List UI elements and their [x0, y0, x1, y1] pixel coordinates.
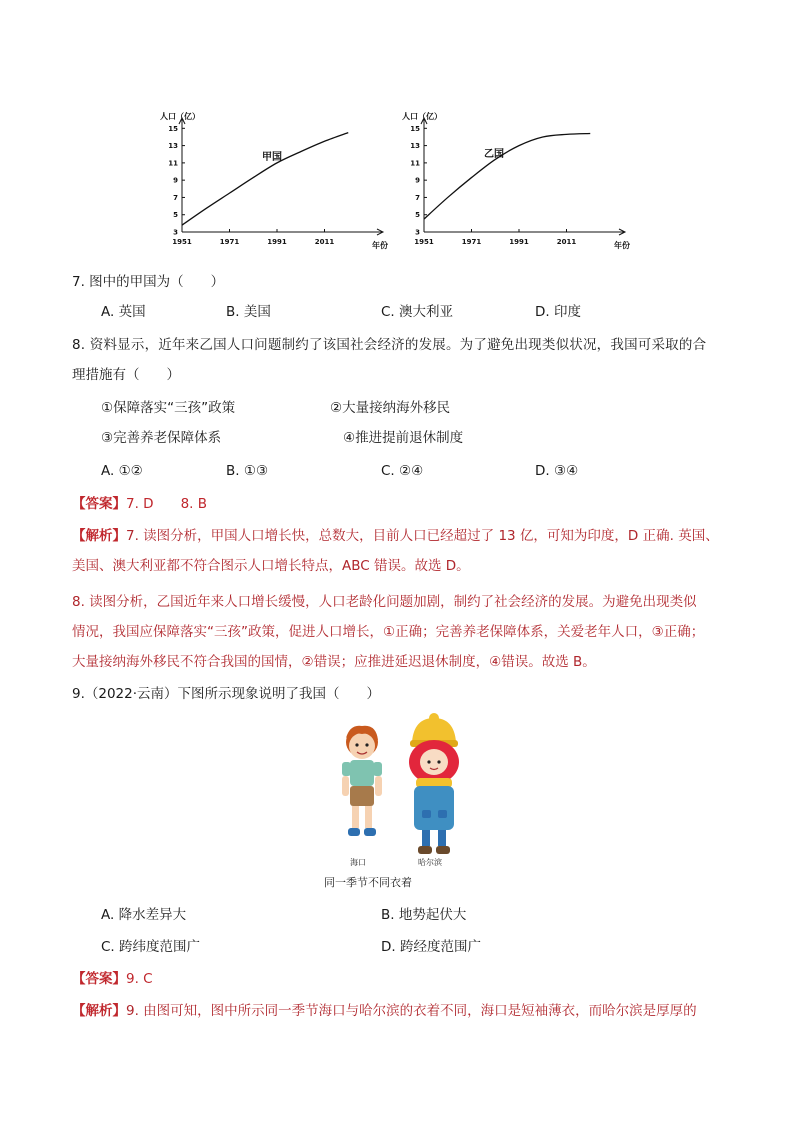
- analysis-line1: 7. 读图分析，甲国人口增长快，总数大，目前人口已经超过了 13 亿，可知为印度，D 正确. 英国、: [126, 528, 719, 544]
- boy-short-sleeves-icon: [342, 726, 382, 836]
- chart-a-axes: [179, 118, 383, 235]
- answer-9-text: 9. C: [126, 971, 153, 987]
- analysis-9-text: 9. 由图可知，图中所示同一季节海口与哈尔滨的衣着不同，海口是短袖薄衣，而哈尔滨是厚厚的: [126, 1003, 697, 1019]
- chart-a-ylabel: 人口（亿）: [160, 112, 200, 121]
- x-tick-label: 1971: [219, 238, 240, 246]
- q8-option-c: C. ②④: [381, 463, 424, 479]
- q8-option-d: D. ③④: [535, 463, 579, 479]
- x-tick-label: 1991: [267, 238, 287, 246]
- q8-item-2: ②大量接纳海外移民: [330, 400, 451, 416]
- q8-item-3: ③完善养老保障体系: [101, 430, 222, 446]
- q7-option-b: B. 美国: [226, 304, 271, 320]
- q7-stem: 7. 图中的甲国为（ ）: [72, 274, 225, 290]
- analysis-line5: 大量接纳海外移民不符合我国的国情，②错误；应推进延迟退休制度，④错误。故选 B。: [72, 654, 596, 670]
- y-tick-label: 5: [173, 211, 178, 220]
- x-tick-label: 1951: [172, 238, 192, 246]
- q9-option-c: C. 跨纬度范围广: [101, 939, 201, 955]
- figure-label-haikou: 海口: [350, 858, 366, 867]
- y-tick-label: 3: [173, 228, 178, 237]
- q8-item-1: ①保障落实“三孩”政策: [101, 400, 236, 416]
- chart-b-series-label: 乙国: [484, 149, 504, 160]
- answer-9-tag: 【答案】: [72, 971, 126, 987]
- chart-a-ticks: [168, 125, 334, 246]
- answer-7-8: [72, 494, 207, 514]
- analysis-line4: 情况，我国应保障落实“三孩”政策，促进人口增长，①正确；完善养老保障体系，关爱老年人口，③正确；: [72, 624, 705, 640]
- q9-stem: 9.（2022·云南）下图所示现象说明了我国（ ）: [72, 686, 381, 702]
- x-tick-label: 1951: [414, 238, 434, 246]
- y-tick-label: 9: [415, 176, 420, 185]
- y-tick-label: 3: [415, 228, 420, 237]
- y-tick-label: 15: [410, 124, 420, 133]
- y-tick-label: 7: [415, 193, 420, 202]
- q9-option-a: A. 降水差异大: [101, 907, 187, 923]
- y-tick-label: 15: [168, 124, 178, 133]
- figure-label-harbin: 哈尔滨: [418, 858, 442, 867]
- chart-country-b: [392, 105, 642, 257]
- chart-a-series-label: 甲国: [262, 152, 282, 163]
- q8-option-b: B. ①③: [226, 463, 269, 479]
- chart-b-ylabel: 人口（亿）: [402, 112, 442, 121]
- q8-option-a: A. ①②: [101, 463, 143, 479]
- chart-a-line: [182, 133, 348, 225]
- q7-option-d: D. 印度: [535, 304, 581, 320]
- q8-item-4: ④推进提前退休制度: [343, 430, 464, 446]
- chart-country-a: [150, 105, 400, 257]
- chart-a-xlabel: 年份: [372, 241, 388, 250]
- chart-b-line: [424, 134, 590, 220]
- y-tick-label: 13: [168, 142, 178, 151]
- q9-figure: [324, 712, 465, 892]
- q7-option-c: C. 澳大利亚: [381, 304, 454, 320]
- y-tick-label: 9: [173, 176, 178, 185]
- analysis-7-8-line1: [72, 526, 719, 546]
- analysis-line3: 8. 读图分析，乙国近年来人口增长缓慢，人口老龄化问题加剧，制约了社会经济的发展。为避免出现类似: [72, 594, 697, 610]
- analysis-9-line1: [72, 1001, 697, 1021]
- x-tick-label: 2011: [314, 238, 335, 246]
- y-tick-label: 11: [410, 159, 420, 168]
- q8-stem-line2: 理措施有（ ）: [72, 367, 180, 383]
- q9-option-d: D. 跨经度范围广: [381, 939, 481, 955]
- q8-stem-line1: 8. 资料显示，近年来乙国人口问题制约了该国社会经济的发展。为了避免出现类似状况，我国可采取的合: [72, 337, 707, 353]
- x-tick-label: 2011: [556, 238, 577, 246]
- answer-text: 7. D 8. B: [126, 496, 207, 512]
- girl-winter-clothes-icon: [409, 713, 459, 854]
- answer-tag: 【答案】: [72, 496, 126, 512]
- y-tick-label: 7: [173, 193, 178, 202]
- answer-9: [72, 969, 153, 989]
- y-tick-label: 13: [410, 142, 420, 151]
- figure-caption: 同一季节不同衣着: [324, 876, 412, 889]
- chart-b-axes: [421, 118, 625, 235]
- x-tick-label: 1971: [461, 238, 482, 246]
- analysis-line2: 美国、澳大利亚都不符合图示人口增长特点，ABC 错误。故选 D。: [72, 558, 470, 574]
- analysis-9-tag: 【解析】: [72, 1003, 126, 1019]
- clothing-illustration: [330, 712, 465, 872]
- q9-option-b: B. 地势起伏大: [381, 907, 467, 923]
- y-tick-label: 11: [168, 159, 178, 168]
- analysis-tag: 【解析】: [72, 528, 126, 544]
- chart-b-ticks: [410, 125, 576, 246]
- chart-b-xlabel: 年份: [614, 241, 630, 250]
- x-tick-label: 1991: [509, 238, 529, 246]
- q7-option-a: A. 英国: [101, 304, 146, 320]
- y-tick-label: 5: [415, 211, 420, 220]
